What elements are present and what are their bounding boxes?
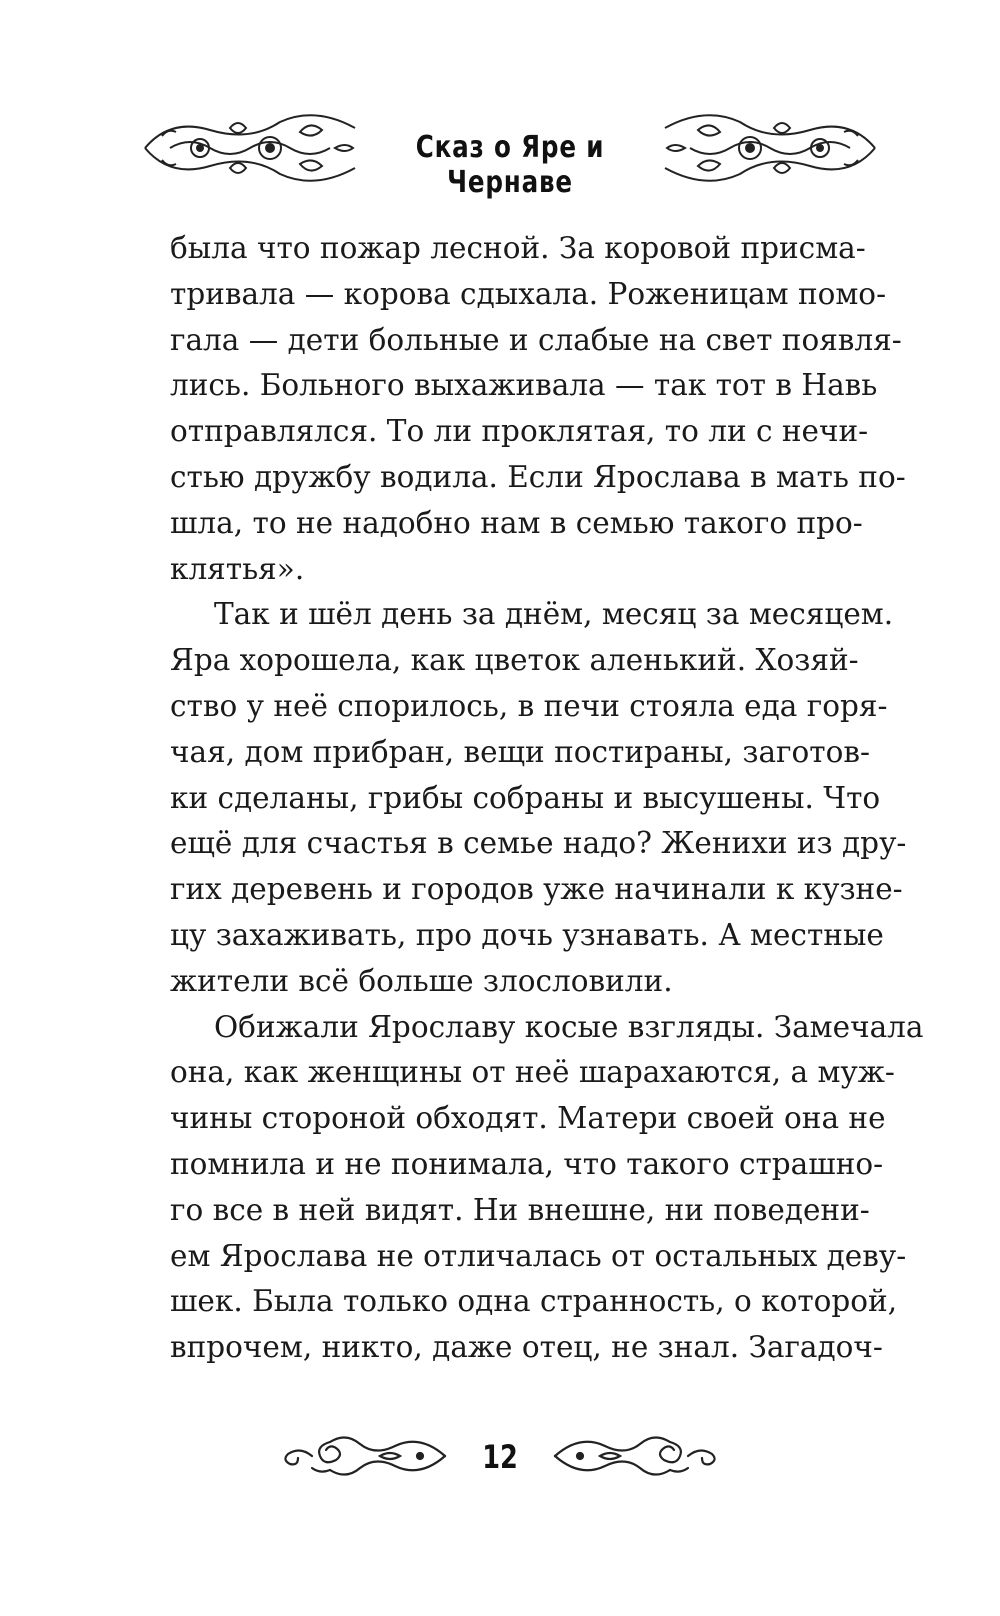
text-line: стью дружбу водила. Если Ярослава в мать по- <box>170 459 906 494</box>
text-line: отправлялся. То ли проклятая, то ли с нечи- <box>170 414 869 449</box>
text-line: чины стороной обходят. Матери своей она не <box>170 1101 886 1136</box>
page-footer <box>280 1420 720 1500</box>
text-line: помнила и не понимала, что такого страшно- <box>170 1146 884 1181</box>
text-line: Яра хорошела, как цветок аленький. Хозяй- <box>170 643 859 678</box>
text-line: Так и шёл день за днём, месяц за месяцем. <box>214 597 894 632</box>
text-line: тривала — корова сдыхала. Роженицам помо- <box>170 276 887 311</box>
text-line: клятья». <box>170 551 305 586</box>
text-line: Обижали Ярославу косые взгляды. Замечала <box>214 1009 924 1044</box>
running-header <box>140 108 880 200</box>
text-line: шек. Была только одна странность, о которой, <box>170 1284 898 1319</box>
text-line: жители всё больше злословили. <box>170 963 673 998</box>
text-line: чая, дом прибран, вещи постираны, заготов- <box>170 734 870 769</box>
text-line: лись. Больного выхаживала — так тот в Навь <box>170 368 878 403</box>
page-number: 12 <box>482 1438 518 1476</box>
text-line: цу захаживать, про дочь узнавать. А местные <box>170 917 884 952</box>
running-title: Сказ о Яре и Чернаве <box>415 130 605 200</box>
text-line: впрочем, никто, даже отец, не знал. Загадоч- <box>170 1330 883 1365</box>
floral-ornament-icon <box>660 108 880 188</box>
text-line: ем Ярослава не отличалась от остальных деву- <box>170 1238 907 1273</box>
text-line: гих деревень и городов уже начинали к кузне- <box>170 872 903 907</box>
text-line: ство у неё спорилось, в печи стояла еда горя- <box>170 688 888 723</box>
text-line: го все в ней видят. Ни внешне, ни поведени- <box>170 1192 870 1227</box>
text-line: ки сделаны, грибы собраны и высушены. Что <box>170 780 881 815</box>
body-text <box>170 226 924 1371</box>
floral-ornament-icon <box>140 108 360 188</box>
scroll-flourish-icon <box>280 1428 450 1484</box>
text-line: она, как женщины от неё шарахаются, а муж- <box>170 1055 895 1090</box>
text-line: ещё для счастья в семье надо? Женихи из дру- <box>170 826 907 861</box>
text-line: гала — дети больные и слабые на свет появля- <box>170 322 902 357</box>
scroll-flourish-icon <box>550 1428 720 1484</box>
text-line: шла, то не надобно нам в семью такого про- <box>170 505 863 540</box>
text-line: была что пожар лесной. За коровой присма- <box>170 231 866 265</box>
